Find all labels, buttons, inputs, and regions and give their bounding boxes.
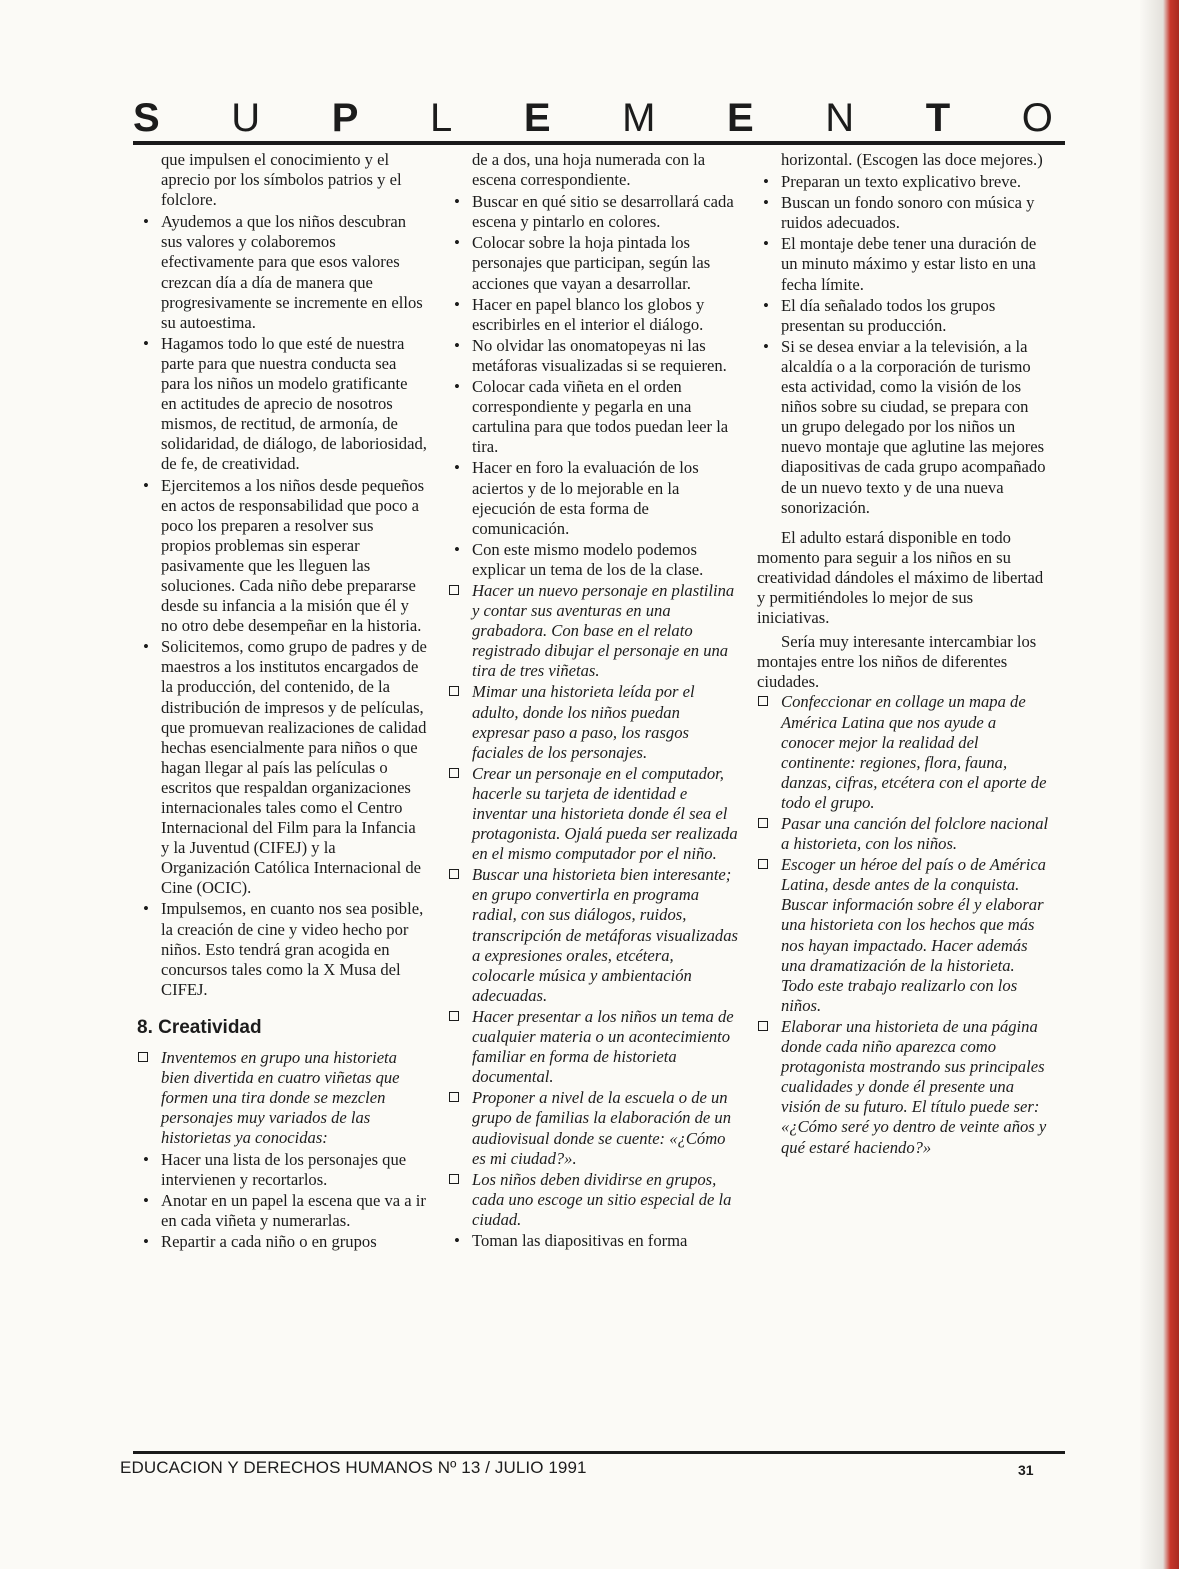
checkbox-item-text: Hacer presentar a los niños un tema de cualquier materia o un acontecimiento familiar en forma de historieta documental. (472, 1006, 734, 1087)
banner-letter: P (331, 96, 359, 140)
list-item-text: Colocar sobre la hoja pintada los personajes que participan, según las acciones que vayan a desarrollar. (472, 233, 711, 293)
list-item-text: Repartir a cada niño o en grupos (161, 1231, 377, 1251)
list-item-text: Anotar en un papel la escena que va a ir en cada viñeta y numerarlas. (161, 1190, 426, 1230)
checkbox-icon (449, 585, 459, 595)
checkbox-icon (758, 818, 768, 828)
bottom-rule (133, 1451, 1065, 1454)
banner-letter: M (622, 96, 656, 140)
list-item: • Colocar sobre la hoja pintada los personajes que participan, según las acciones que vayan a desarrollar. (454, 233, 711, 293)
list-item: • Impulsemos, en cuanto nos sea posible, la creación de cine y video hecho por niños. Esto tendrá gran acogida en concursos tales como la X Musa del CIFEJ. (143, 899, 424, 999)
list-item-text: Solicitemos, como grupo de padres y de maestros a los institutos encargados de la producción, del contenido, de la distribución de impresos y de películas, que promuevan realizaciones de calidad hechas esencialmente para niños o que hagan llegar al país las películas o escritos que respaldan organizaciones internacionales tales como el Centro Internacional del Film para la Infancia y la Juventud (CIFEJ) y la Organización Católica Internacional de Cine (OCIC). (161, 637, 427, 898)
paragraph: El adulto estará disponible en todo momento para seguir a los niños en su creatividad dándoles el máximo de libertad y permitiéndoles lo mejor de sus iniciativas. (757, 527, 1044, 628)
banner-letter: T (925, 96, 951, 140)
list-item: • Solicitemos, como grupo de padres y de maestros a los institutos encargados de la producción, del contenido, de la distribución de impresos y de películas, que promuevan realizaciones de calidad hechas esencialmente para niños o que hagan llegar al país las películas o escritos que respaldan organizaciones internacionales tales como el Centro Internacional del Film para la Infancia y la Juventud (CIFEJ) y la Organización Católica Internacional de Cine (OCIC). (143, 637, 427, 898)
banner-letter: U (231, 96, 261, 140)
top-rule (133, 141, 1065, 145)
checkbox-item-text: Elaborar una historieta de una página donde cada niño aparezca como protagonista mostrando sus principales cualidades y donde él presente una visión de su futuro. El título puede ser: «¿Cómo seré yo dentro de veinte años y qué estaré haciendo?» (781, 1016, 1047, 1157)
list-item: • Hacer en papel blanco los globos y escribirles en el interior el diálogo. (454, 294, 705, 334)
list-item: • Ejercitemos a los niños desde pequeños en actos de responsabilidad que poco a poco los preparen a resolver sus propios problemas sin esperar pasivamente que les lleguen las soluciones. Cada niño debe prepararse desde su infancia a la misión que él y no otro debe desempeñar en la historia. (143, 475, 425, 636)
list-item-text: Buscan un fondo sonoro con música y ruidos adecuados. (781, 193, 1035, 233)
paragraph: Sería muy interesante intercambiar los montajes entre los niños de diferentes ciudades. (757, 632, 1037, 692)
list-item-text: Ejercitemos a los niños desde pequeños en actos de responsabilidad que poco a poco los preparen a resolver sus propios problemas sin esperar pasivamente que les lleguen las soluciones. Cada niño debe prepararse desde su infancia a la misión que él y no otro debe desempeñar en la historia. (161, 475, 425, 636)
list-item: • Preparan un texto explicativo breve. (763, 172, 1022, 192)
checkbox-item (757, 814, 1049, 854)
list-item-text: Hacer en foro la evaluación de los aciertos y de lo mejorable en la ejecución de esta forma de comunicación. (472, 458, 699, 538)
checkbox-item-text: Hacer un nuevo personaje en plastilina y contar sus aventuras en una grabadora. Con base en el relato registrado dibujar el personaje en una tira de tres viñetas. (472, 580, 735, 681)
checkbox-item (448, 764, 738, 864)
list-item-text: Si se desea enviar a la televisión, a la alcaldía o a la corporación de turismo esta actividad, como la visión de los niños sobre su ciudad, se prepara con un grupo delegado por los niños un nuevo montaje que aglutine las mejores diapositivas de cada grupo acompañado de un nuevo texto y de una nueva sonorización. (781, 336, 1046, 517)
column-2 (448, 150, 738, 1252)
list-item: • Buscan un fondo sonoro con música y ruidos adecuados. (763, 193, 1035, 233)
checkbox-item (757, 855, 1049, 1016)
continued-text: horizontal. (Escogen las doce mejores.) (781, 150, 1043, 169)
checkbox-icon (449, 1174, 459, 1184)
banner-letter: L (430, 96, 453, 140)
checkbox-icon (758, 1021, 768, 1031)
checkbox-icon (758, 859, 768, 869)
banner-letter: N (825, 96, 855, 140)
list-item-text: Ayudemos a que los niños descubran sus valores y colaboremos efectivamente para que esos valores crezcan día a día de manera que progresivamente se incremente en ellos su autoestima. (161, 212, 423, 332)
list-item-text: Hacer una lista de los personajes que intervienen y recortarlos. (161, 1149, 407, 1189)
list-item: • Con este mismo modelo podemos explicar un tema de los de la clase. (454, 539, 704, 579)
list-item-text: Hagamos todo lo que esté de nuestra parte para que nuestra conducta sea para los niños un modelo gratificante en actitudes de aprecio de nosotros mismos, de rectitud, de armonía, de solidaridad, de diálogo, de laboriosidad, de fe, de creatividad. (161, 333, 427, 474)
publication-footer: EDUCACION Y DERECHOS HUMANOS Nº 13 / JULIO 1991 (120, 1458, 587, 1477)
list-item: • Hagamos todo lo que esté de nuestra parte para que nuestra conducta sea para los niños un modelo gratificante en actitudes de aprecio de nosotros mismos, de rectitud, de armonía, de solidaridad, de diálogo, de laboriosidad, de fe, de creatividad. (143, 333, 427, 474)
column-1 (137, 150, 427, 1253)
list-item: • Colocar cada viñeta en el orden correspondiente y pegarla en una cartulina para que todos puedan leer la tira. (454, 377, 729, 457)
checkbox-icon (449, 1011, 459, 1021)
section-heading: 8. Creatividad (137, 1016, 262, 1038)
list-item: • El montaje debe tener una duración de un minuto máximo y estar listo en una fecha límite. (763, 234, 1037, 294)
list-item-text: Colocar cada viñeta en el orden correspondiente y pegarla en una cartulina para que todos puedan leer la tira. (472, 377, 729, 457)
checkbox-item-text: Escoger un héroe del país o de América Latina, desde antes de la conquista. Buscar información sobre él y elaborar una historieta con los hechos que más nos hayan impactado. Hacer además una dramatización de la historieta. Todo este trabajo realizarlo con los niños. (781, 855, 1046, 1015)
checkbox-item-text: Inventemos en grupo una historieta bien divertida en cuatro viñetas que formen una tira donde se mezclen personajes muy variados de las historietas ya conocidas: (161, 1048, 400, 1148)
list-item-text: Con este mismo modelo podemos explicar un tema de los de la clase. (472, 539, 704, 579)
checkbox-item (448, 1088, 738, 1168)
banner-letter: E (523, 96, 551, 140)
list-item: • Si se desea enviar a la televisión, a la alcaldía o a la corporación de turismo esta actividad, como la visión de los niños sobre su ciudad, se prepara con un grupo delegado por los niños un nuevo montaje que aglutine las mejores diapositivas de cada grupo acompañado de un nuevo texto y de una nueva sonorización. (763, 336, 1046, 517)
checkbox-item (448, 581, 738, 681)
checkbox-icon (449, 768, 459, 778)
checkbox-item (448, 1007, 738, 1087)
banner-letter: E (727, 96, 754, 140)
list-item: • Toman las diapositivas en forma (454, 1230, 688, 1250)
list-item: • No olvidar las onomatopeyas ni las metáforas visualizadas si se requieren. (454, 335, 727, 375)
checkbox-item-text: Buscar una historieta bien interesante; en grupo convertirla en programa radial, con sus diálogos, ruidos, transcripción de metáforas visualizadas a expresiones orales, etcétera, colocarle música y ambientación adecuadas. (472, 865, 738, 1005)
page-edge (1139, 0, 1179, 1569)
checkbox-item-text: Los niños deben dividirse en grupos, cada uno escoge un sitio especial de la ciudad. (472, 1169, 732, 1229)
checkbox-icon (758, 696, 768, 706)
banner-letter: O (1021, 96, 1053, 140)
list-item: • Hacer una lista de los personajes que intervienen y recortarlos. (143, 1149, 407, 1189)
list-item-text: Impulsemos, en cuanto nos sea posible, la creación de cine y video hecho por niños. Esto tendrá gran acogida en concursos tales como la X Musa del CIFEJ. (161, 899, 424, 999)
checkbox-item-text: Confeccionar en collage un mapa de América Latina que nos ayude a conocer mejor la realidad del continente: regiones, flora, fauna, danzas, cifras, etcétera con el aporte de todo el grupo. (781, 692, 1047, 812)
continued-text: que impulsen el conocimiento y el aprecio por los símbolos patrios y el folclore. (161, 150, 402, 210)
banner-letter: S (133, 96, 160, 140)
list-item: • Repartir a cada niño o en grupos (143, 1231, 377, 1251)
list-item-text: Preparan un texto explicativo breve. (781, 172, 1022, 192)
list-item: • Anotar en un papel la escena que va a ir en cada viñeta y numerarlas. (143, 1190, 426, 1230)
checkbox-icon (449, 686, 459, 696)
list-item-text: El montaje debe tener una duración de un minuto máximo y estar listo en una fecha límite. (781, 234, 1037, 294)
list-item: • Hacer en foro la evaluación de los aciertos y de lo mejorable en la ejecución de esta forma de comunicación. (454, 458, 699, 538)
page-number: 31 (1018, 1462, 1034, 1478)
list-item-text: El día señalado todos los grupos presentan su producción. (781, 295, 996, 335)
list-item-text: Hacer en papel blanco los globos y escribirles en el interior el diálogo. (472, 294, 705, 334)
checkbox-item (448, 682, 738, 762)
supplement-banner (133, 96, 1053, 138)
list-item-text: Toman las diapositivas en forma (472, 1230, 688, 1250)
list-item-text: Buscar en qué sitio se desarrollará cada escena y pintarlo en colores. (472, 192, 734, 232)
checkbox-item-text: Proponer a nivel de la escuela o de un grupo de familias la elaboración de un audiovisual donde se cuente: «¿Cómo es mi ciudad?». (472, 1088, 732, 1168)
checkbox-item (448, 865, 738, 1006)
continued-text: de a dos, una hoja numerada con la escena correspondiente. (472, 150, 706, 190)
checkbox-item (137, 1048, 427, 1148)
checkbox-item (757, 1017, 1049, 1158)
checkbox-item (448, 1170, 738, 1230)
column-3 (757, 150, 1049, 1159)
checkbox-icon (449, 1092, 459, 1102)
checkbox-icon (449, 869, 459, 879)
checkbox-item-text: Pasar una canción del folclore nacional a historieta, con los niños. (781, 814, 1049, 854)
checkbox-item (757, 692, 1049, 813)
list-item-text: No olvidar las onomatopeyas ni las metáforas visualizadas si se requieren. (472, 335, 727, 375)
checkbox-icon (138, 1052, 148, 1062)
list-item: • Buscar en qué sitio se desarrollará cada escena y pintarlo en colores. (454, 192, 734, 232)
checkbox-item-text: Crear un personaje en el computador, hacerle su tarjeta de identidad e inventar una historieta donde él sea el protagonista. Ojalá pueda ser realizada en el mismo computador por el niño. (472, 763, 738, 864)
list-item: • Ayudemos a que los niños descubran sus valores y colaboremos efectivamente para que esos valores crezcan día a día de manera que progresivamente se incremente en ellos su autoestima. (143, 212, 423, 332)
checkbox-item-text: Mimar una historieta leída por el adulto, donde los niños puedan expresar paso a paso, los rasgos faciales de los personajes. (472, 682, 695, 762)
list-item: • El día señalado todos los grupos presentan su producción. (763, 295, 996, 335)
